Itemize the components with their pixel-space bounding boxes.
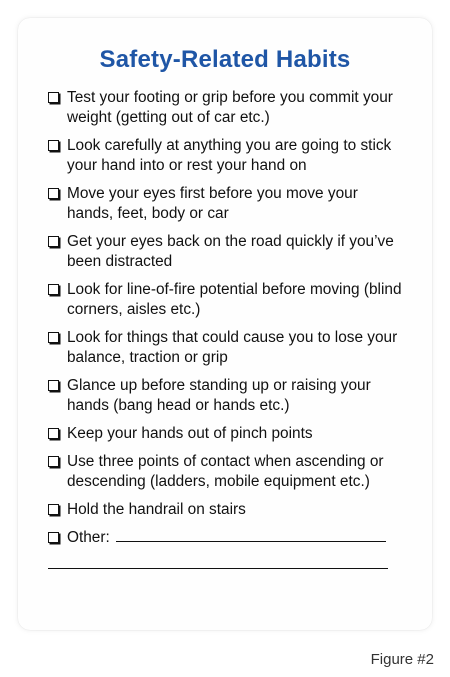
checklist-item-other: [48, 528, 408, 548]
checklist-item-text: Glance up before standing up or raising your hands (bang head or hands etc.): [67, 377, 371, 414]
checkbox-icon[interactable]: [48, 504, 59, 515]
checklist-item-text: Look for things that could cause you to lose your balance, traction or grip: [67, 329, 398, 366]
checklist-item-text: Keep your hands out of pinch points: [67, 425, 313, 442]
checkbox-icon[interactable]: [48, 140, 59, 151]
checklist-item: [48, 424, 408, 444]
checklist-item: [48, 184, 408, 224]
checkbox-icon[interactable]: [48, 428, 59, 439]
checkbox-icon[interactable]: [48, 456, 59, 467]
checklist-item: [48, 376, 408, 416]
habits-card: [18, 18, 432, 630]
checklist-item: [48, 136, 408, 176]
extra-write-in-line[interactable]: [48, 568, 388, 569]
checkbox-icon[interactable]: [48, 284, 59, 295]
checklist-item-text: Hold the handrail on stairs: [67, 501, 246, 518]
checkbox-icon[interactable]: [48, 532, 59, 543]
checklist-item: [48, 232, 408, 272]
checklist-item-text: Look carefully at anything you are going to stick your hand into or rest your hand on: [67, 137, 392, 174]
other-write-in-line[interactable]: [116, 540, 386, 542]
figure-caption: Figure #2: [370, 651, 434, 668]
checklist-item: [48, 452, 408, 492]
checklist-item-text: Use three points of contact when ascending or descending (ladders, mobile equipment etc.): [67, 453, 384, 490]
checklist-item: [48, 88, 408, 128]
checklist-item-text: Look for line-of-fire potential before moving (blind corners, aisles etc.): [67, 281, 402, 318]
checklist-item-text: Move your eyes first before you move your hands, feet, body or car: [67, 185, 358, 222]
other-label: Other:: [67, 529, 110, 546]
checkbox-icon[interactable]: [48, 188, 59, 199]
habits-checklist: [48, 88, 408, 556]
card-title: Safety-Related Habits: [99, 46, 351, 73]
checkbox-icon[interactable]: [48, 92, 59, 103]
checkbox-icon[interactable]: [48, 236, 59, 247]
checklist-item-text: Test your footing or grip before you commit your weight (getting out of car etc.): [67, 89, 393, 126]
checklist-item: [48, 500, 408, 520]
checklist-item-text: Get your eyes back on the road quickly if you’ve been distracted: [67, 233, 394, 270]
checkbox-icon[interactable]: [48, 380, 59, 391]
checkbox-icon[interactable]: [48, 332, 59, 343]
checklist-item: [48, 280, 408, 320]
checklist-item: [48, 328, 408, 368]
